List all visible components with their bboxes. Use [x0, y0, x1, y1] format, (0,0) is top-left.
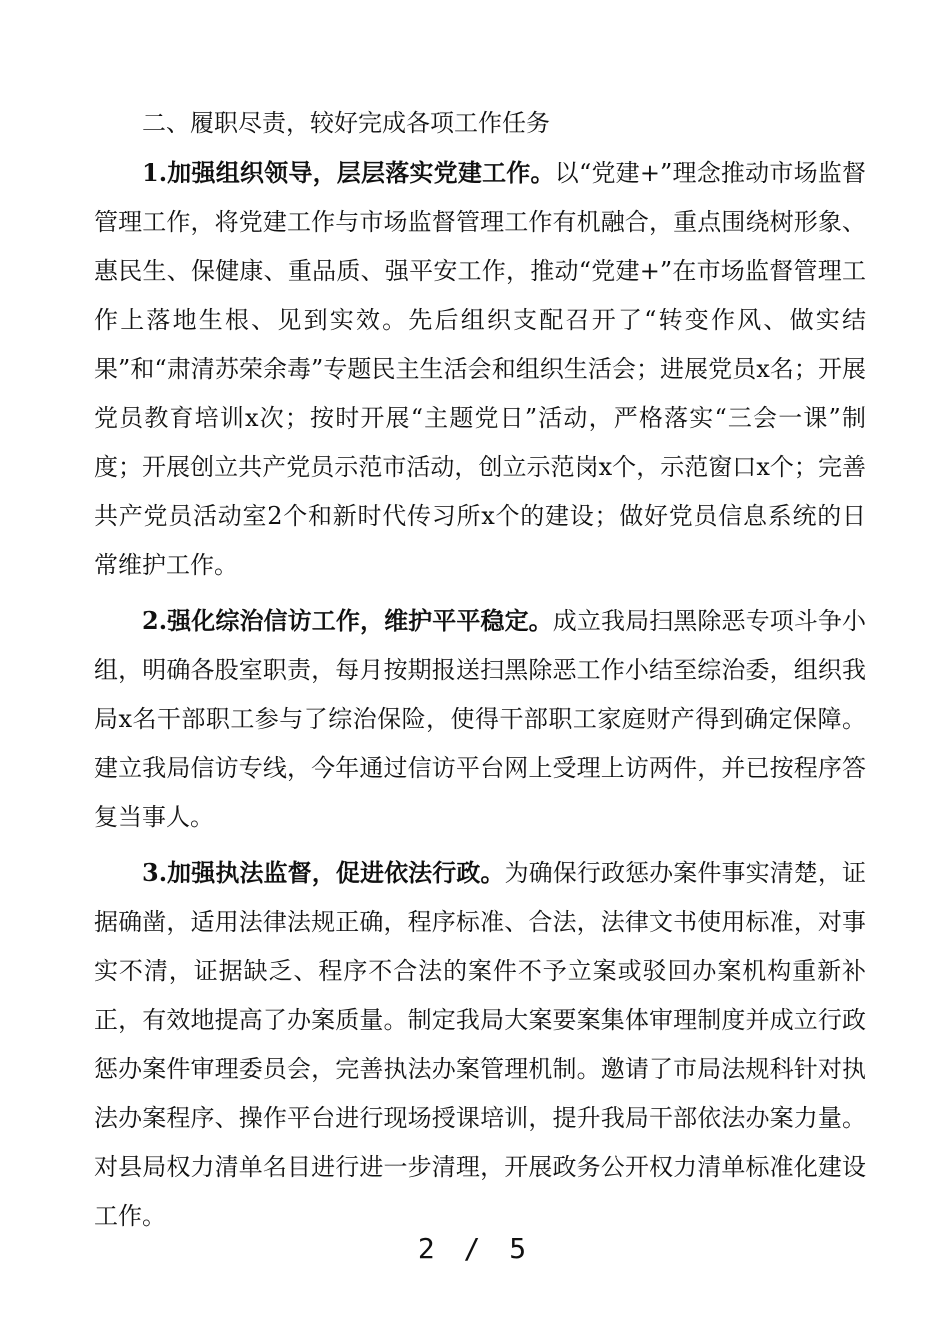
- paragraph-party-building: [94, 148, 866, 590]
- paragraph-lead: 2.强化综治信访工作，维护平平稳定。: [142, 606, 553, 635]
- page-number: 2 / 5: [417, 1232, 533, 1265]
- document-page: [94, 98, 866, 1241]
- paragraph-law-enforcement: [94, 848, 866, 1241]
- section-heading: 二、履职尽责，较好完成各项工作任务: [142, 109, 550, 137]
- paragraph-body: 为确保行政惩办案件事实清楚，证据确凿，适用法律法规正确，程序标准、合法，法律文书使用标准，对事实不清，证据缺乏、程序不合法的案件不予立案或驳回办案机构重新补正，有效地提高了办案质量。制定我局大案要案集体审理制度并成立行政惩办案件审理委员会，完善执法办案管理机制。邀请了市局法规科针对执法办案程序、操作平台进行现场授课培训，提升我局干部依法办案力量。对县局权力清单名目进行进一步清理，开展政务公开权力清单标准化建设工作。: [94, 859, 866, 1230]
- paragraph-body: 成立我局扫黑除恶专项斗争小组，明确各股室职责，每月按期报送扫黑除恶工作小结至综治委，组织我局x名干部职工参与了综治保险，使得干部职工家庭财产得到确定保障。建立我局信访专线，今年通过信访平台网上受理上访两件，并已按程序答复当事人。: [94, 607, 866, 831]
- paragraph-lead: 1.加强组织领导，层层落实党建工作。: [142, 158, 555, 187]
- paragraph-body: 以“党建+”理念推动市场监督管理工作，将党建工作与市场监督管理工作有机融合，重点围绕树形象、惠民生、保健康、重品质、强平安工作，推动“党建+”在市场监督管理工作上落地生根、见到实效。先后组织支配召开了“转变作风、做实结果”和“肃清苏荣余毒”专题民主生活会和组织生活会；进展党员x名；开展党员教育培训x次；按时开展“主题党日”活动，严格落实“三会一课”制度；开展创立共产党员示范市活动，创立示范岗x个，示范窗口x个；完善共产党员活动室2个和新时代传习所x个的建设；做好党员信息系统的日常维护工作。: [94, 159, 866, 579]
- paragraph-lead: 3.加强执法监督，促进依法行政。: [142, 858, 505, 887]
- paragraph-petition-work: [94, 596, 866, 842]
